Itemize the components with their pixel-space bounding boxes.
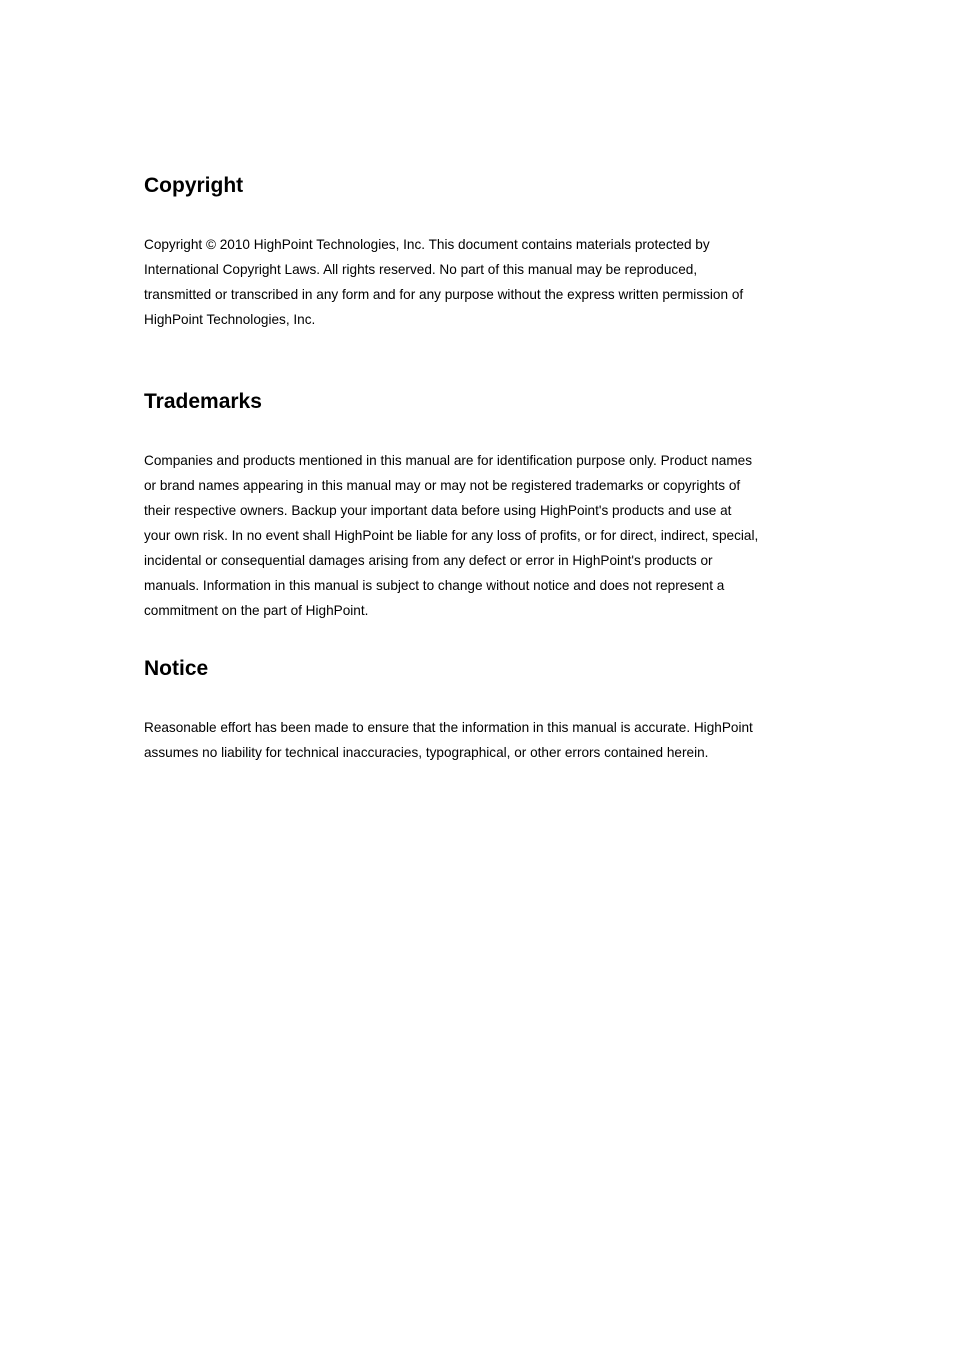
notice-line: Reasonable effort has been made to ensure that the information in this manual is accurate. HighPoint bbox=[144, 720, 753, 735]
trademarks-line: manuals. Information in this manual is subject to change without notice and does not represent a bbox=[144, 578, 725, 593]
copyright-line: Copyright © 2010 HighPoint Technologies, Inc. This document contains materials protected by bbox=[144, 237, 710, 252]
copyright-line: International Copyright Laws. All rights reserved. No part of this manual may be reproduced, bbox=[144, 262, 698, 277]
copyright-paragraph bbox=[144, 232, 824, 332]
trademarks-line: Companies and products mentioned in this manual are for identification purpose only. Product names bbox=[144, 453, 753, 468]
trademarks-line: or brand names appearing in this manual may or may not be registered trademarks or copyrights of bbox=[144, 478, 741, 493]
copyright-line: transmitted or transcribed in any form and for any purpose without the express written permission of bbox=[144, 287, 744, 302]
notice-line: assumes no liability for technical inaccuracies, typographical, or other errors contained herein. bbox=[144, 745, 709, 760]
trademarks-paragraph bbox=[144, 448, 824, 623]
trademarks-line: incidental or consequential damages arising from any defect or error in HighPoint's products or bbox=[144, 553, 713, 568]
trademarks-heading: Trademarks bbox=[144, 390, 262, 413]
notice-heading: Notice bbox=[144, 657, 209, 680]
copyright-line: HighPoint Technologies, Inc. bbox=[144, 312, 316, 327]
trademarks-line: your own risk. In no event shall HighPoint be liable for any loss of profits, or for direct, indirect, special, bbox=[144, 528, 759, 543]
trademarks-line: their respective owners. Backup your important data before using HighPoint's products and use at bbox=[144, 503, 732, 518]
copyright-heading: Copyright bbox=[144, 174, 244, 197]
notice-paragraph bbox=[144, 715, 824, 765]
trademarks-line: commitment on the part of HighPoint. bbox=[144, 603, 369, 618]
